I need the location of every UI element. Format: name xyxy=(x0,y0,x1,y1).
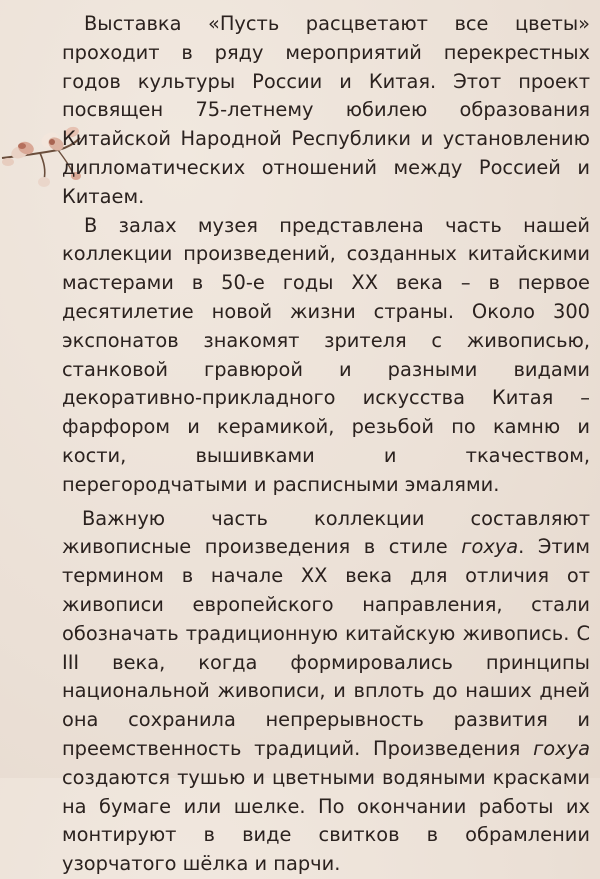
term-guohua: гохуа xyxy=(461,535,519,559)
paragraph-collection: В залах музея представлена часть нашей коллекции произведений, созданных китайскими мастерами в 50-е годы XX века – в первое десятилетие новой жизни страны. Около 300 экспонатов знакомят зрителя с живописью, станковой гравюрой и разными видами декоративно-прикладного искусства Китая – фарфором и керамикой, резьбой по камню и кости, вышивками и ткачеством, перегородчатыми и расписными эмалями. xyxy=(62,213,590,496)
paragraph-intro: Выставка «Пусть расцветают все цветы» проходит в ряду мероприятий перекрестных годов культуры России и Китая. Этот проект посвящен 75-летнему юбилею образования Китайской Народной Республики и установлению дипломатических отношений между Россией и Китаем. xyxy=(62,12,590,208)
term-guohua-2: гохуа xyxy=(533,736,590,760)
paragraph-guohua-text-2: . Этим термином в начале XX века для отличия от живописи европейского направления, стали обозначать традиционную китайскую живопись. С III века, когда формировались принципы национальной живописи, и вплоть до наших дней она сохранила непрерывность развития и преемственность традиций. Произведения xyxy=(62,535,590,760)
exhibition-description xyxy=(62,10,590,879)
paragraph-guohua-text-3: создаются тушью и цветными водяными красками на бумаге или шелке. По окончании работы их монтируют в виде свитков в обрамлении узорчатого шёлка и парчи. xyxy=(62,765,590,876)
paragraph-guohua xyxy=(62,505,590,879)
paragraph-guohua-text-1: Важную часть коллекции составляют живописные произведения в стиле xyxy=(62,506,590,559)
